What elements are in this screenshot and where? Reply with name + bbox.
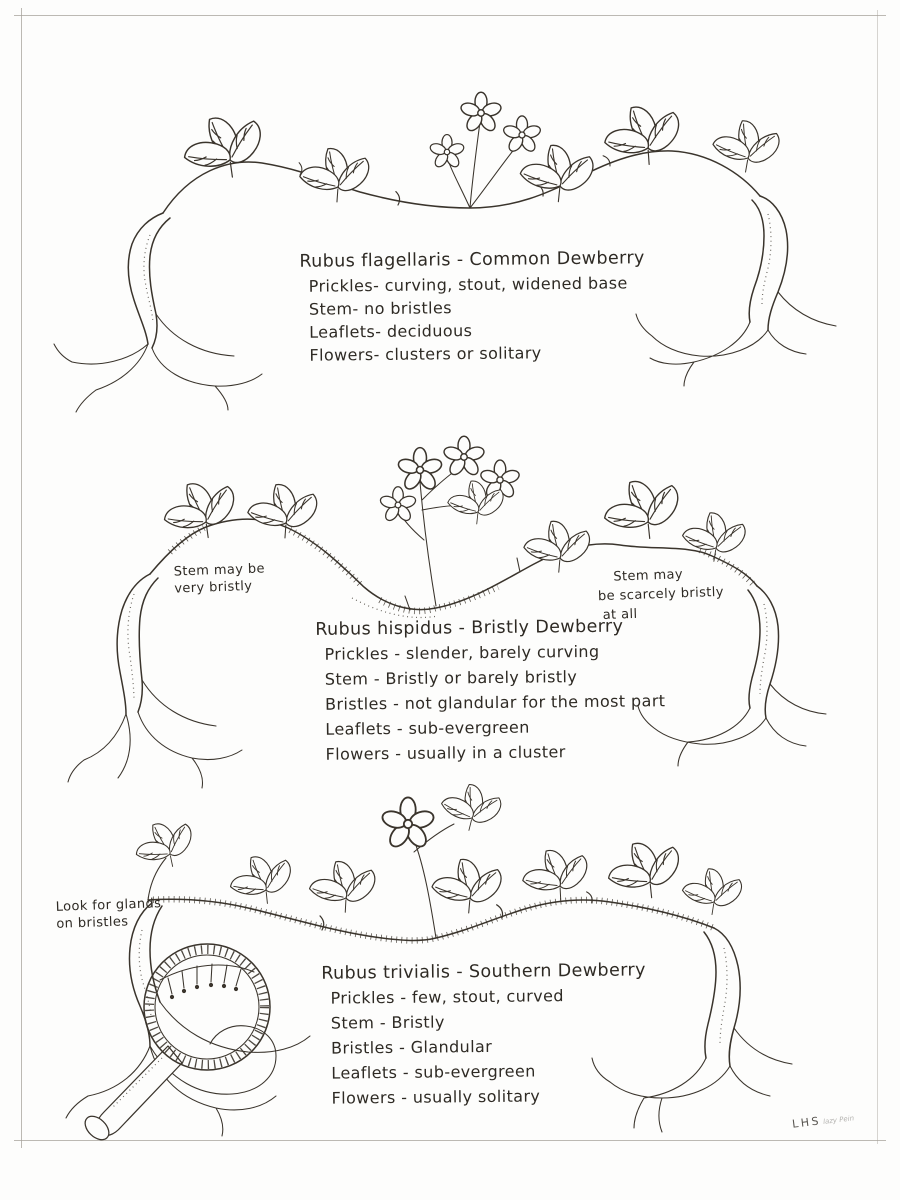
prickle (587, 891, 593, 904)
prickle (319, 916, 325, 930)
spec-line: Prickles - few, stout, curved (330, 985, 564, 1008)
spec-line: Flowers - usually in a cluster (325, 741, 566, 764)
flower-cluster (429, 92, 542, 208)
spec-line: Bristles - Glandular (330, 1036, 493, 1058)
annotation-stem-very-bristly (173, 560, 265, 597)
species-notes-trivialis (321, 962, 647, 1115)
root-left (68, 574, 242, 788)
annotation-line: on bristles (56, 914, 129, 932)
root-left (66, 903, 310, 1136)
spec-line: Flowers - usually solitary (331, 1085, 541, 1108)
spec-line: Stem - Bristly (330, 1011, 445, 1033)
stem-bristles (290, 530, 362, 586)
species-title: Rubus hispidus - Bristly Dewberry (315, 616, 624, 640)
annotation-stem-scarcely-bristly (597, 564, 725, 625)
spec-line: Leaflets- deciduous (309, 320, 473, 342)
annotation-look-for-glands (55, 895, 162, 933)
root-left (54, 213, 262, 412)
annotation-line: at all (602, 606, 638, 624)
annotation-line: be scarcely bristly (597, 584, 725, 605)
annotation-line: very bristly (174, 578, 253, 597)
species-title: Rubus trivialis - Southern Dewberry (321, 960, 646, 984)
solitary-flower (380, 778, 510, 938)
magnifier-handle (97, 1046, 182, 1135)
spec-line: Leaflets - sub-evergreen (331, 1060, 536, 1083)
vine-stem (163, 151, 760, 213)
annotation-line: Stem may (613, 567, 684, 585)
spec-line: Leaflets - sub-evergreen (325, 717, 530, 739)
prickle (497, 904, 503, 918)
magnifier-lens (144, 944, 270, 1070)
species-title: Rubus flagellaris - Common Dewberry (299, 248, 645, 272)
spec-line: Flowers- clusters or solitary (309, 342, 542, 365)
signature-note: lazy Pein (822, 1114, 855, 1126)
trifoliate-leaves (130, 816, 750, 920)
glandular-bristles-magnified (160, 964, 254, 999)
root-right (636, 196, 836, 386)
spec-line: Stem- no bristles (308, 297, 453, 319)
spec-line: Stem - Bristly or barely bristly (324, 666, 578, 689)
species-notes-flagellaris (299, 250, 645, 370)
prickle (395, 192, 401, 206)
spec-line: Bristles - not glandular for the most part (324, 690, 666, 714)
spec-line: Prickles- curving, stout, widened base (308, 272, 628, 296)
flower-cluster (379, 436, 521, 606)
spec-line: Prickles - slender, barely curving (324, 641, 600, 664)
species-notes-hispidus (315, 618, 666, 771)
annotation-line: Stem may be (173, 561, 266, 580)
signature-initials: LHS (791, 1114, 822, 1131)
annotation-line: Look for glands (55, 896, 162, 915)
magnifying-glass (81, 944, 270, 1144)
